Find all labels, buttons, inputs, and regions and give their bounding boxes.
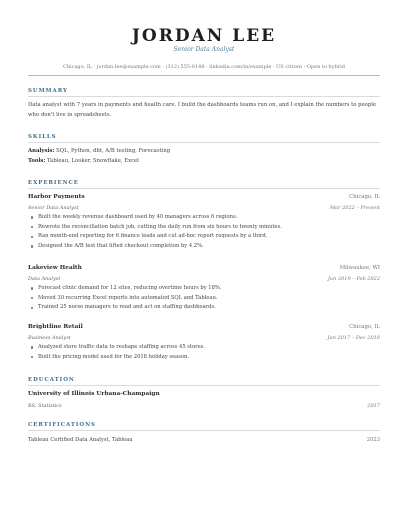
job-role: Senior Data Analyst [28,205,79,211]
job-subheader [28,276,380,282]
list-item: Trained 25 nurse managers to read and act on staffing dashboards. [28,303,380,313]
job-role: Data Analyst [28,276,61,282]
list-item: Forecast clinic demand for 12 sites, reducing overtime hours by 18%. [28,284,380,294]
skill-value: SQL, Python, dbt, A/B testing, Forecasting [56,148,171,154]
certification-year: 2023 [366,437,380,443]
list-item: Built the weekly revenue dashboard used by 40 managers across 6 regions. [28,213,380,223]
job-bullets [28,343,380,362]
company-name: Lakeview Health [28,265,82,271]
job-subheader [28,335,380,341]
skill-label: Tools: [28,158,46,164]
certifications-heading: CERTIFICATIONS [28,422,96,428]
certification-name: Tableau Certified Data Analyst, Tableau [28,437,133,443]
school-name: University of Illinois Urbana-Champaign [28,391,160,397]
list-item: Designed the A/B test that lifted checkout completion by 4.2%. [28,242,380,252]
list-item: Rewrote the reconciliation batch job, cutting the daily run from six hours to twenty minutes. [28,223,380,233]
skill-value: Tableau, Looker, Snowflake, Excel [47,158,139,164]
job-header [28,324,380,330]
candidate-name: JORDAN LEE [131,26,277,46]
job-dates: Jun 2017 – Dec 2018 [327,335,380,341]
job-location: Milwaukee, WI [339,265,380,271]
summary-divider [28,96,380,97]
header-divider [28,75,380,76]
job-bullets [28,284,380,313]
list-item: Ran month-end reporting for 6 finance leads and cut ad-hoc report requests by a third. [28,232,380,242]
education-heading: EDUCATION [28,377,75,383]
list-item: Moved 30 recurring Excel reports into automated SQL and Tableau. [28,294,380,304]
job-header [28,194,380,200]
skills-heading: SKILLS [28,134,57,140]
degree: BS, Statistics [28,403,62,409]
candidate-title: Senior Data Analyst [173,46,235,53]
list-item: Analyzed store traffic data to reshape staffing across 45 stores. [28,343,380,353]
job-header [28,265,380,271]
company-name: Harbor Payments [28,194,85,200]
education-divider [28,385,380,386]
job-dates: Mar 2022 – Present [330,205,380,211]
job-location: Chicago, IL [349,324,380,330]
job-location: Chicago, IL [349,194,380,200]
job-role: Business Analyst [28,335,71,341]
job-subheader [28,205,380,211]
graduation-year: 2017 [367,403,380,409]
job-dates: Jun 2019 – Feb 2022 [327,276,380,282]
education-subheader [28,403,380,409]
contact-line: Chicago, IL · jordan.lee@example.com · (312) 555-0148 · linkedin.com/in/example · US citizen · Open to hybrid [63,64,345,70]
experience-divider [28,188,380,189]
skills-divider [28,142,380,143]
list-item: Built the pricing model used for the 2018 holiday season. [28,353,380,363]
summary-heading: SUMMARY [28,88,68,94]
company-name: Brightline Retail [28,324,83,330]
job-bullets [28,213,380,251]
summary-text: Data analyst with 7 years in payments and health care. I build the dashboards teams run on, and I explain the numbers to people who don't live in spreadsheets. [28,102,377,118]
experience-heading: EXPERIENCE [28,180,79,186]
certification-row [28,437,380,443]
certifications-divider [28,430,380,431]
skill-row-analysis [28,148,170,154]
skill-row-tools [28,158,139,164]
skill-label: Analysis: [28,148,55,154]
